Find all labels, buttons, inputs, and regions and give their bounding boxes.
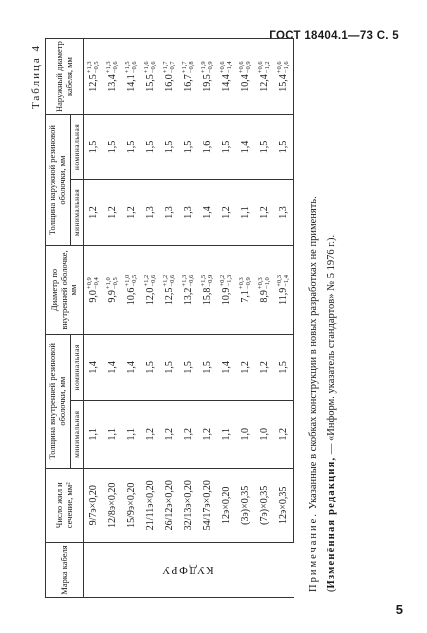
dimension-value	[163, 275, 176, 305]
cell-cores: 12э×0,35	[274, 468, 294, 542]
tolerance	[125, 275, 138, 287]
tolerance-lower: −0,5	[92, 61, 100, 74]
tolerance-upper: +1,3	[181, 274, 189, 287]
nominal-value: 11,9	[277, 287, 289, 305]
table-row	[217, 39, 236, 598]
cell-inner-nom: 1,4	[84, 334, 104, 400]
tolerance	[163, 275, 176, 287]
edition-label: Изменённая редакция,	[326, 456, 338, 589]
cell-outer-nom: 1,6	[198, 115, 217, 180]
cell-cores: 32/13э×0,20	[179, 468, 198, 542]
cell-outer-min: 1,2	[255, 179, 274, 245]
cell-inner-nom: 1,4	[217, 334, 236, 400]
cell-inner-min: 1,1	[217, 400, 236, 468]
nominal-value: 13,2	[182, 287, 194, 306]
cell-inner-nom: 1,5	[198, 334, 217, 400]
tolerance-lower: −0,7	[168, 61, 176, 74]
table-row	[179, 39, 198, 598]
cell-inner-diameter	[198, 246, 217, 335]
dimension-value	[87, 61, 100, 91]
nominal-value: 16,7	[182, 74, 194, 92]
dimension-value	[144, 61, 157, 91]
col-outer-nom: номинальная	[70, 115, 84, 180]
cell-outer-min: 1,2	[103, 179, 122, 245]
tolerance	[220, 275, 233, 287]
cell-cores: 21/11э×0,20	[141, 468, 160, 542]
table-header	[46, 39, 84, 598]
cell-inner-nom: 1,4	[103, 334, 122, 400]
table-caption: Таблица 4	[30, 44, 42, 110]
nominal-value: 10,6	[125, 287, 137, 306]
tolerance	[163, 61, 176, 73]
cell-outer-diameter	[179, 39, 198, 115]
cell-cores: (3э)×0,35	[236, 468, 255, 542]
cell-outer-min: 1,2	[84, 179, 104, 245]
tolerance-lower: −0,4	[92, 277, 100, 290]
tolerance-lower: −0,6	[149, 61, 157, 74]
cell-outer-nom: 1,5	[160, 115, 179, 180]
cell-outer-min: 1,4	[198, 179, 217, 245]
tolerance	[87, 277, 100, 289]
table-row	[122, 39, 141, 598]
cable-marka: КУДФРУ	[160, 564, 214, 577]
nominal-value: 15,5	[144, 74, 156, 92]
dimension-value	[182, 275, 195, 305]
tolerance	[239, 61, 252, 73]
cell-inner-min: 1,1	[84, 400, 104, 468]
tolerance	[258, 277, 271, 289]
dimension-value	[182, 61, 195, 91]
cell-inner-nom: 1,5	[160, 334, 179, 400]
tolerance-lower: −0,8	[187, 61, 195, 74]
cell-inner-min: 1,2	[141, 400, 160, 468]
col-inner-nom: номинальная	[70, 334, 84, 400]
dimension-value	[125, 61, 138, 91]
cell-inner-min: 1,0	[236, 400, 255, 468]
tolerance-upper: +0,2	[219, 274, 227, 287]
cell-outer-min: 1,1	[236, 179, 255, 245]
col-marka: Марка кабеля	[46, 543, 84, 598]
cell-inner-diameter	[236, 246, 255, 335]
dimension-value	[163, 61, 176, 91]
tolerance-lower: −0,9	[244, 61, 252, 74]
nominal-value: 10,4	[239, 74, 251, 92]
note-label: Примечание.	[308, 512, 320, 592]
tolerance	[144, 61, 157, 73]
cell-inner-min: 1,1	[122, 400, 141, 468]
tolerance	[125, 61, 138, 73]
cell-outer-nom: 1,5	[103, 115, 122, 180]
tolerance-lower: −1,0	[263, 277, 271, 290]
cell-inner-min: 1,1	[103, 400, 122, 468]
nominal-value: 16,0	[163, 74, 175, 92]
tolerance-lower: −0,5	[130, 274, 138, 287]
dimension-value	[201, 275, 214, 305]
cell-inner-diameter	[179, 246, 198, 335]
cell-outer-nom: 1,4	[236, 115, 255, 180]
cell-outer-nom: 1,5	[122, 115, 141, 180]
tolerance	[106, 277, 119, 289]
cell-outer-diameter	[122, 39, 141, 115]
nominal-value: 12,4	[258, 74, 270, 92]
tolerance-lower: −0,6	[130, 61, 138, 74]
nominal-value: 15,4	[277, 74, 289, 92]
col-inner-thickness: Толщина внутренней резиновой оболочки, мм	[46, 334, 71, 468]
cell-inner-min: 1,2	[274, 400, 294, 468]
tolerance-upper: +1,0	[105, 277, 113, 290]
cell-inner-diameter	[255, 246, 274, 335]
dimension-value	[106, 61, 119, 91]
tolerance-upper: +0,6	[238, 61, 246, 74]
cable-table	[45, 38, 294, 598]
cell-outer-min: 1,3	[141, 179, 160, 245]
table-row	[103, 39, 122, 598]
tolerance-lower: −0,6	[111, 61, 119, 74]
dimension-value	[277, 275, 290, 305]
cell-inner-min: 1,2	[198, 400, 217, 468]
rotated-content	[30, 38, 338, 598]
tolerance	[201, 275, 214, 287]
cell-cores: 12/8э×0,20	[103, 468, 122, 542]
tolerance-lower: −0,6	[168, 274, 176, 287]
note-text: Указанные в скобках конструкции в новых разработках не применять.	[308, 196, 320, 510]
table-row	[160, 39, 179, 598]
tolerance-lower: −0,9	[206, 274, 214, 287]
dimension-value	[106, 277, 119, 302]
cell-cores: 12э×0,20	[217, 468, 236, 542]
nominal-value: 12,0	[144, 287, 156, 306]
tolerance-lower: −0,6	[149, 274, 157, 287]
tolerance-upper: +1,0	[124, 274, 132, 287]
tolerance-upper: +0,3	[238, 277, 246, 290]
cell-outer-nom: 1,5	[141, 115, 160, 180]
table-row	[255, 39, 274, 598]
cell-outer-diameter	[84, 39, 104, 115]
tolerance-upper: +0,6	[257, 61, 265, 74]
note-paragraph	[308, 38, 319, 592]
cell-cores: 9/7э×0,20	[84, 468, 104, 542]
table-row	[274, 39, 294, 598]
cell-outer-min: 1,2	[122, 179, 141, 245]
edition-paragraph	[326, 38, 337, 592]
tolerance-upper: +0,6	[219, 61, 227, 74]
dimension-value	[125, 275, 138, 305]
tolerance	[106, 61, 119, 73]
tolerance-upper: +0,3	[257, 277, 265, 290]
col-outer-diameter: Наружный диаметр кабеля, мм	[46, 39, 84, 115]
dimension-value	[201, 61, 214, 91]
cell-cores: (7э)×0,35	[255, 468, 274, 542]
tolerance	[144, 275, 157, 287]
cell-outer-nom: 1,5	[274, 115, 294, 180]
cell-inner-min: 1,2	[179, 400, 198, 468]
nominal-value: 9,9	[106, 290, 118, 303]
table-row	[236, 39, 255, 598]
tolerance	[182, 275, 195, 287]
tolerance-upper: +1,3	[105, 61, 113, 74]
dimension-value	[220, 61, 233, 91]
tolerance-upper: +0,6	[276, 61, 284, 74]
cell-outer-diameter	[160, 39, 179, 115]
nominal-value: 19,5	[201, 74, 213, 92]
tolerance	[277, 275, 290, 287]
cell-outer-diameter	[236, 39, 255, 115]
cell-outer-diameter	[198, 39, 217, 115]
cell-inner-nom: 1,5	[274, 334, 294, 400]
cell-cores: 54/17э×0,20	[198, 468, 217, 542]
cell-outer-min: 1,2	[217, 179, 236, 245]
notes	[308, 38, 337, 598]
table-row	[84, 39, 104, 598]
cell-inner-nom: 1,2	[236, 334, 255, 400]
dimension-value	[258, 61, 271, 91]
cell-inner-nom: 1,4	[122, 334, 141, 400]
tolerance-upper: +0,9	[86, 277, 94, 290]
cell-inner-min: 1,2	[160, 400, 179, 468]
nominal-value: 15,8	[201, 287, 213, 306]
tolerance-lower: −1,2	[263, 61, 271, 74]
nominal-value: 10,9	[220, 287, 232, 306]
tolerance-upper: +1,2	[143, 274, 151, 287]
tolerance-upper: +1,5	[200, 274, 208, 287]
tolerance-upper: +1,6	[143, 61, 151, 74]
nominal-value: 7,1	[239, 290, 251, 303]
tolerance-upper: +1,9	[200, 61, 208, 74]
col-outer-min: минимальная	[70, 179, 84, 245]
cell-outer-diameter	[103, 39, 122, 115]
cell-outer-min: 1,3	[274, 179, 294, 245]
dimension-value	[239, 277, 252, 302]
dimension-value	[277, 61, 290, 91]
page-number: 5	[395, 602, 403, 617]
edition-prefix: (	[326, 588, 338, 592]
tolerance	[258, 61, 271, 73]
nominal-value: 12,5	[163, 287, 175, 306]
cell-inner-nom: 1,2	[255, 334, 274, 400]
tolerance-lower: −1,6	[282, 61, 290, 74]
tolerance-upper: +1,5	[124, 61, 132, 74]
dimension-value	[258, 277, 271, 302]
tolerance-lower: −1,4	[225, 61, 233, 74]
dimension-value	[220, 275, 233, 305]
tolerance-upper: +1,7	[162, 61, 170, 74]
cell-inner-nom: 1,5	[179, 334, 198, 400]
nominal-value: 9,0	[87, 290, 99, 303]
tolerance-lower: −1,3	[225, 274, 233, 287]
cell-outer-diameter	[274, 39, 294, 115]
tolerance	[201, 61, 214, 73]
nominal-value: 13,4	[106, 74, 118, 92]
col-inner-min: минимальная	[70, 400, 84, 468]
tolerance	[87, 61, 100, 73]
cell-inner-diameter	[217, 246, 236, 335]
cell-outer-diameter	[141, 39, 160, 115]
col-inner-diameter: Диаметр по внутренней оболочке, мм	[46, 246, 84, 335]
cell-marka	[84, 543, 294, 598]
tolerance-upper: +1,2	[162, 274, 170, 287]
col-outer-thickness: Толщина наружной резиновой оболочки, мм	[46, 115, 71, 246]
nominal-value: 12,5	[87, 74, 99, 92]
table-row	[198, 39, 217, 598]
cell-inner-min: 1,0	[255, 400, 274, 468]
tolerance-lower: −0,5	[111, 277, 119, 290]
cell-outer-diameter	[255, 39, 274, 115]
tolerance-upper: +1,7	[181, 61, 189, 74]
cell-outer-nom: 1,5	[179, 115, 198, 180]
tolerance-lower: −0,9	[244, 277, 252, 290]
tolerance-upper: +1,3	[86, 61, 94, 74]
tolerance-lower: −1,4	[282, 274, 290, 287]
tolerance-lower: −0,6	[187, 274, 195, 287]
cell-cores: 15/9э×0,20	[122, 468, 141, 542]
col-cores: Число жил и сечение, мм²	[46, 468, 84, 542]
dimension-value	[87, 277, 100, 302]
nominal-value: 14,4	[220, 74, 232, 92]
cell-inner-diameter	[84, 246, 104, 335]
edition-text: — «Информ. указатель стандартов» № 5 1976 г.).	[326, 234, 338, 457]
nominal-value: 8,9	[258, 290, 270, 303]
cell-outer-diameter	[217, 39, 236, 115]
tolerance-upper: +0,3	[276, 274, 284, 287]
cell-outer-min: 1,3	[179, 179, 198, 245]
dimension-value	[144, 275, 157, 305]
tolerance	[220, 61, 233, 73]
cell-inner-diameter	[103, 246, 122, 335]
tolerance	[277, 61, 290, 73]
cell-inner-diameter	[160, 246, 179, 335]
cell-outer-min: 1,3	[160, 179, 179, 245]
tolerance	[182, 61, 195, 73]
cell-inner-diameter	[141, 246, 160, 335]
cell-inner-nom: 1,5	[141, 334, 160, 400]
running-header: ГОСТ 18404.1—73 С. 5	[269, 30, 399, 42]
dimension-value	[239, 61, 252, 91]
table-body	[84, 39, 294, 598]
cell-inner-diameter	[274, 246, 294, 335]
tolerance-lower: −0,9	[206, 61, 214, 74]
nominal-value: 14,1	[125, 74, 137, 92]
table-row	[141, 39, 160, 598]
cell-cores: 26/12э×0,20	[160, 468, 179, 542]
cell-outer-nom: 1,5	[217, 115, 236, 180]
cell-inner-diameter	[122, 246, 141, 335]
cell-outer-nom: 1,5	[255, 115, 274, 180]
tolerance	[239, 277, 252, 289]
cell-outer-nom: 1,5	[84, 115, 104, 180]
